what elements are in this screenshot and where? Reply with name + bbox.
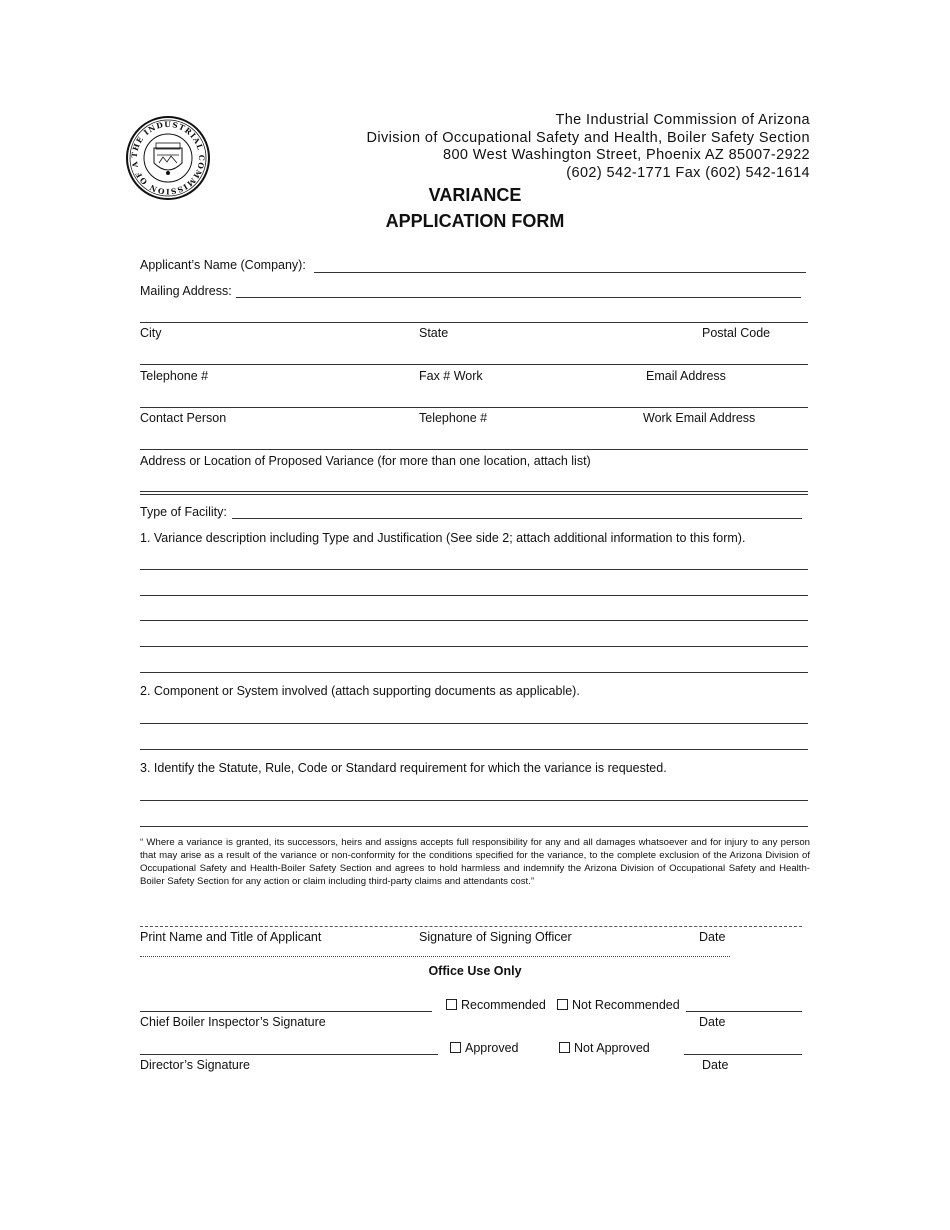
recommended-label: Recommended	[461, 998, 546, 1012]
liability-disclaimer: “ Where a variance is granted, its successors, heirs and assigns accepts full responsibility for any and all damages whatsoever and for injury to any person that may arise as a result of the variance or non-conformity for the conditions specified for the variance, to the complete exclusion of the Arizona Division of Occupational Safety and Health-Boiler Safety Section and agrees to hold harmless and indemnify the Arizona Division of Occupational Safety and Health-Boiler Safety Section for any action or claim including third-party claims and attendants cost.”	[140, 837, 810, 887]
question-1-answer-line[interactable]	[140, 672, 808, 673]
question-1-answer-line[interactable]	[140, 620, 808, 621]
telephone-label: Telephone #	[140, 369, 209, 383]
applicant-name-field[interactable]	[314, 272, 806, 273]
facility-type-field[interactable]	[232, 518, 802, 519]
question-1-answer-line[interactable]	[140, 646, 808, 647]
mailing-address-label: Mailing Address:	[140, 284, 232, 298]
chief-signature-label: Chief Boiler Inspector’s Signature	[140, 1015, 326, 1029]
contact-field[interactable]	[140, 407, 808, 408]
question-1-answer-line[interactable]	[140, 595, 808, 596]
recommended-checkbox[interactable]	[446, 998, 546, 1012]
applicant-signature-field[interactable]	[140, 926, 802, 927]
approved-label: Approved	[465, 1041, 519, 1055]
not-approved-label: Not Approved	[574, 1041, 650, 1055]
office-use-heading: Office Use Only	[428, 964, 522, 978]
question-2-answer-line[interactable]	[140, 723, 808, 724]
director-date-label: Date	[702, 1058, 729, 1072]
divider	[140, 956, 730, 957]
signing-officer-label: Signature of Signing Officer	[419, 930, 572, 944]
contact-person-label: Contact Person	[140, 411, 227, 425]
checkbox-icon	[559, 1042, 570, 1053]
location-field-extra-1[interactable]	[140, 491, 808, 492]
question-1-answer-line[interactable]	[140, 569, 808, 570]
city-label: City	[140, 326, 162, 340]
work-email-label: Work Email Address	[643, 411, 756, 425]
location-label: Address or Location of Proposed Variance (for more than one location, attach list)	[140, 454, 591, 468]
contact-telephone-label: Telephone #	[419, 411, 488, 425]
telephone-fax-email-field[interactable]	[140, 364, 808, 365]
chief-date-label: Date	[699, 1015, 726, 1029]
applicant-name-label: Applicant’s Name (Company):	[140, 258, 306, 272]
question-1: 1. Variance description including Type and Justification (See side 2; attach additional information to this form).	[140, 531, 746, 545]
facility-type-label: Type of Facility:	[140, 505, 227, 519]
svg-text:THE INDUSTRIAL COMMISSION OF A: THE INDUSTRIAL COMMISSION OF A	[129, 119, 207, 197]
header-division: Division of Occupational Safety and Health, Boiler Safety Section	[366, 130, 810, 146]
question-2: 2. Component or System involved (attach supporting documents as applicable).	[140, 684, 580, 698]
question-3-answer-line[interactable]	[140, 826, 808, 827]
email-label: Email Address	[646, 369, 726, 383]
signature-date-label: Date	[699, 930, 726, 944]
director-date-field[interactable]	[684, 1054, 802, 1055]
not-approved-checkbox[interactable]	[559, 1041, 650, 1055]
question-3: 3. Identify the Statute, Rule, Code or Standard requirement for which the variance is requested.	[140, 761, 667, 775]
mailing-address-field[interactable]	[236, 297, 801, 298]
director-signature-field[interactable]	[140, 1054, 438, 1055]
print-name-label: Print Name and Title of Applicant	[140, 930, 322, 944]
checkbox-icon	[557, 999, 568, 1010]
question-3-answer-line[interactable]	[140, 800, 808, 801]
state-label: State	[419, 326, 449, 340]
header-org: The Industrial Commission of Arizona	[555, 112, 810, 128]
location-field[interactable]	[140, 449, 808, 450]
fax-work-label: Fax # Work	[419, 369, 483, 383]
not-recommended-label: Not Recommended	[572, 998, 680, 1012]
checkbox-icon	[446, 999, 457, 1010]
form-title-line1: VARIANCE	[428, 185, 522, 205]
location-field-extra-2[interactable]	[140, 494, 808, 495]
checkbox-icon	[450, 1042, 461, 1053]
city-state-postal-field[interactable]	[140, 322, 808, 323]
question-2-answer-line[interactable]	[140, 749, 808, 750]
chief-signature-field[interactable]	[140, 1011, 432, 1012]
director-signature-label: Director’s Signature	[140, 1058, 251, 1072]
form-title-line2: APPLICATION FORM	[385, 211, 565, 231]
chief-date-field[interactable]	[686, 1011, 802, 1012]
header-address: 800 West Washington Street, Phoenix AZ 85007-2922	[442, 147, 810, 163]
not-recommended-checkbox[interactable]	[557, 998, 680, 1012]
postal-code-label: Postal Code	[702, 326, 771, 340]
header-phone: (602) 542-1771 Fax (602) 542-1614	[566, 165, 810, 181]
approved-checkbox[interactable]	[450, 1041, 519, 1055]
